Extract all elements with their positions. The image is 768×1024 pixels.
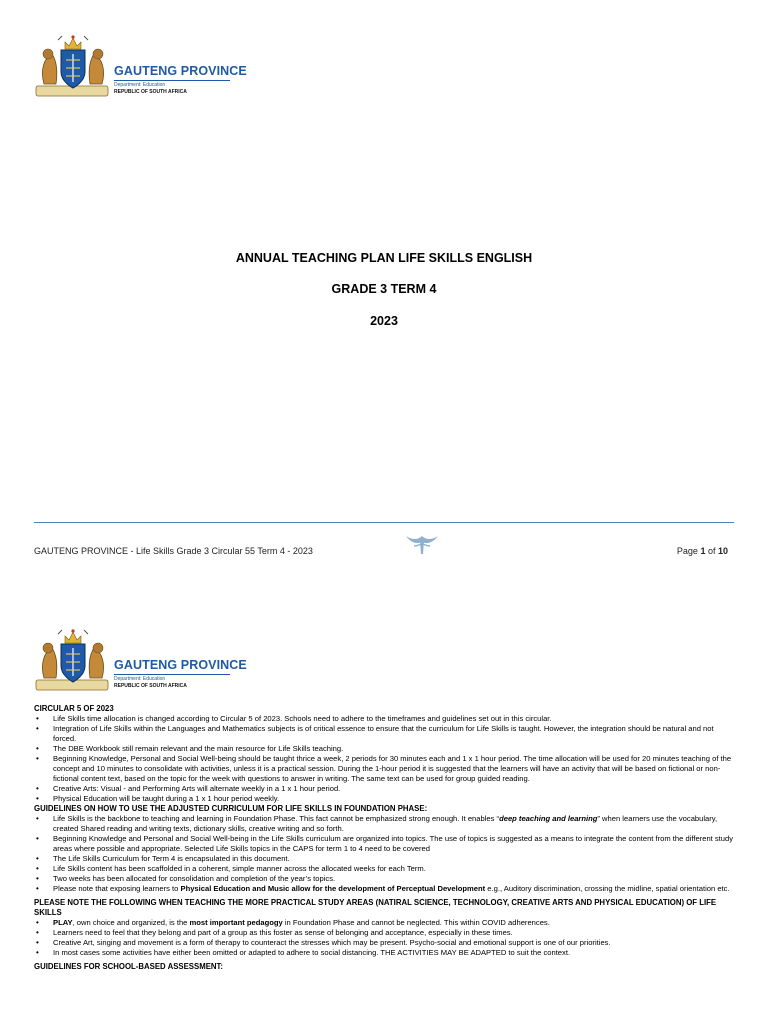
gauteng-logo xyxy=(34,34,247,104)
grade-term: GRADE 3 TERM 4 xyxy=(331,282,437,296)
content-page xyxy=(0,620,768,1024)
emphasis-text: Physical Education and Music allow for the development of Perceptual Development xyxy=(180,884,486,893)
page-of: of xyxy=(705,546,718,556)
document-title: ANNUAL TEACHING PLAN LIFE SKILLS ENGLISH xyxy=(235,251,533,265)
guidelines-list xyxy=(34,814,734,894)
page-current: 1 xyxy=(700,546,706,556)
coat-of-arms-icon xyxy=(34,34,112,100)
gauteng-logo xyxy=(34,628,247,698)
logo-title: GAUTENG PROVINCE xyxy=(114,64,247,78)
list-item: • Beginning Knowledge, Personal and Social Well-being should be taught thrice a week, 2 periods for 30 minutes each and 1 x 1 hour period. The time allocation will be used for 20 minutes teaching of the concept and 10 minutes to consolidate with activities, unless it is a practical session. During the 1-hour period it is suggested that the learners will have an activity that will be based on fictional or non-fictional content text, based on the topic for the week with questions to answer in writing. The same text can be used for group guided reading. xyxy=(34,754,734,784)
list-item: • Please note that exposing learners to Physical Education and Music allow for the development of Perceptual Development e.g., Auditory discrimination, crossing the midline, spatial orientation etc. xyxy=(34,884,734,894)
list-item: • Creative Art, singing and movement is a form of therapy to counteract the stresses which may be present. Psycho-social and emotional support is one of our priorities. xyxy=(34,938,734,948)
page-label: Page xyxy=(676,546,701,556)
assessment-heading: GUIDELINES FOR SCHOOL-BASED ASSESSMENT: xyxy=(34,962,224,971)
list-item: • In most cases some activities have either been omitted or adapted to adhere to social distancing. THE ACTIVITIES MAY BE ADAPTED to suit the context. xyxy=(34,948,734,958)
logo-department: Department: Education xyxy=(114,676,166,682)
document-body xyxy=(34,704,734,972)
list-item: • PLAY, own choice and organized, is the most important pedagogy in Foundation Phase and cannot be neglected. This within COVID adherences. xyxy=(34,918,734,928)
list-item: • The Life Skills Curriculum for Term 4 is encapsulated in this document. xyxy=(34,854,734,864)
coat-of-arms-icon xyxy=(34,628,112,694)
footer-text: GAUTENG PROVINCE - Life Skills Grade 3 Circular 55 Term 4 - 2023 xyxy=(34,546,313,556)
list-item: • Life Skills is the backbone to teaching and learning in Foundation Phase. This fact cannot be emphasized strong enough. It enables “deep teaching and learning” when learners use the vocabulary, created Shared reading and writing texts, dictionary skills, creative writing and so forth. xyxy=(34,814,734,834)
page-total: 10 xyxy=(717,546,728,556)
practical-list xyxy=(34,918,734,958)
list-item: • Beginning Knowledge and Personal and Social Well-being in the Life Skills curriculum are organized into topics. The use of topics is suggested as a means to integrate the content from the different study areas where possible and appropriate. Selected Life Skills topics in the CAPS for term 1 to 4 need to be covered xyxy=(34,834,734,854)
list-item: • Learners need to feel that they belong and part of a group as this foster as sense of belonging and acceptance, especially in these times. xyxy=(34,928,734,938)
list-item: • Life Skills time allocation is changed according to Circular 5 of 2023. Schools need to adhere to the timeframes and guidelines set out in this circular. xyxy=(34,714,734,724)
logo-divider xyxy=(114,674,230,675)
emphasis-text: deep teaching and learning xyxy=(499,814,598,823)
list-item: • Life Skills content has been scaffolded in a coherent, simple manner across the allocated weeks for each Term. xyxy=(34,864,734,874)
list-item: • Integration of Life Skills within the Languages and Mathematics subjects is of critical essence to ensure that the curriculum for Life Skills is taught. However, the integration should be natural and not forced. xyxy=(34,724,734,744)
list-item: • Physical Education will be taught during a 1 x 1 hour period weekly. xyxy=(34,794,734,804)
logo-title: GAUTENG PROVINCE xyxy=(114,658,247,672)
practical-heading: PLEASE NOTE THE FOLLOWING WHEN TEACHING THE MORE PRACTICAL STUDY AREAS (NATIRAL SCIENCE, TECHNOLOGY, CREATIVE ARTS AND PHYSICAL EDUCATION) OF LIFE SKILLS xyxy=(34,898,717,917)
footer-divider xyxy=(34,522,734,523)
list-item: • Two weeks has been allocated for consolidation and completion of the year’s topics. xyxy=(34,874,734,884)
circular-list xyxy=(34,714,734,804)
logo-country: REPUBLIC OF SOUTH AFRICA xyxy=(114,683,187,689)
list-item: • The DBE Workbook still remain relevant and the main resource for Life Skills teaching. xyxy=(34,744,734,754)
logo-country: REPUBLIC OF SOUTH AFRICA xyxy=(114,89,187,95)
page-number xyxy=(677,546,728,556)
logo-divider xyxy=(114,80,230,81)
logo-department: Department: Education xyxy=(114,82,166,88)
gdoe-emblem-icon xyxy=(404,532,440,556)
circular-heading: CIRCULAR 5 OF 2023 xyxy=(34,704,114,713)
list-item: • Creative Arts: Visual - and Performing Arts will alternate weekly in a 1 x 1 hour period. xyxy=(34,784,734,794)
document-year: 2023 xyxy=(370,314,398,328)
guidelines-heading: GUIDELINES ON HOW TO USE THE ADJUSTED CURRICULUM FOR LIFE SKILLS IN FOUNDATION PHASE: xyxy=(34,804,428,813)
